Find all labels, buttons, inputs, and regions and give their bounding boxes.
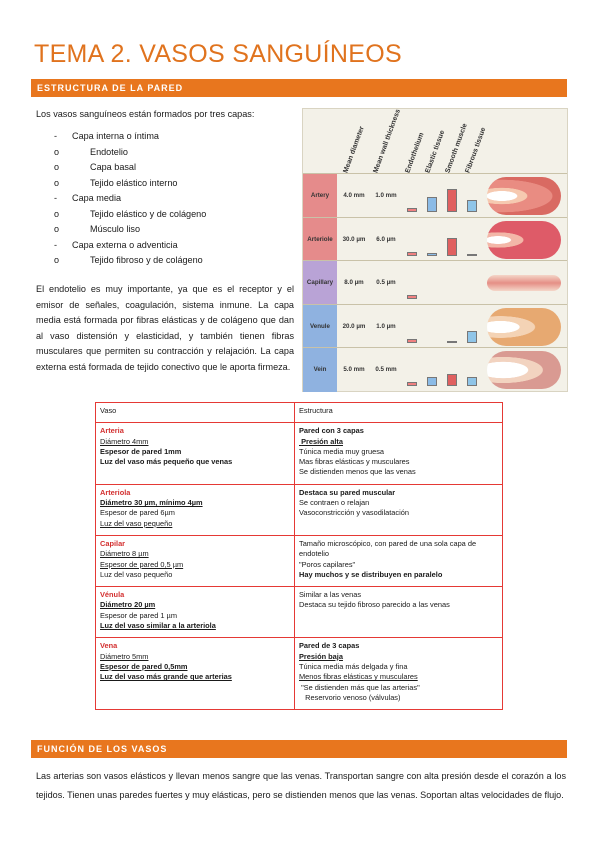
structure-paragraph: El endotelio es muy importante, ya que es el receptor y el emisor de señales, coagulación, sistema inmune. La capa media está formada por fibras elásticas y de colágeno que dan al vaso distensión y elasticidad, y también tienen fibras musculares que permiten su contracción y relajación. La capa externa está formada de tejido conectivo que le aporta firmeza.	[36, 284, 294, 372]
layer-item	[36, 129, 206, 145]
vessel-illustration	[487, 308, 561, 346]
figure-diameter: 4.0 mm	[343, 192, 365, 199]
vessel-property: Espesor de pared 0,5 µm	[100, 559, 184, 569]
figure-diameter: 30.0 µm	[342, 235, 366, 243]
section-heading-estructura: ESTRUCTURA DE LA PARED	[31, 79, 567, 97]
intro-text: Los vasos sanguíneos están formados por tres capas:	[36, 109, 255, 119]
structure-line: Túnica media más delgada y fina	[299, 661, 408, 671]
tissue-bar	[447, 238, 457, 256]
vessel-cell	[96, 484, 295, 535]
structure-cell	[295, 638, 503, 710]
figure-row-name: Venule	[303, 305, 337, 349]
table-row	[96, 484, 503, 535]
vessel-illustration	[487, 177, 561, 215]
tissue-bar	[447, 374, 457, 386]
circle-bullet: o	[54, 162, 60, 172]
dash-bullet: -	[54, 131, 58, 141]
sublayer-label: Tejido elástico interno	[90, 177, 178, 188]
page-title: TEMA 2. VASOS SANGUÍNEOS	[34, 40, 402, 68]
vessel-property: Espesor de pared 0,5mm	[100, 661, 188, 671]
vessel-cell	[96, 423, 295, 484]
vessel-cell	[96, 535, 295, 586]
structure-line: Presión alta	[299, 436, 343, 446]
structure-line: Mas fibras elásticas y musculares	[299, 457, 410, 467]
figure-row-name: Capillary	[303, 261, 337, 305]
figure-row-arteriole	[303, 217, 567, 262]
circle-bullet: o	[54, 224, 60, 234]
sublayer-label: Capa basal	[90, 162, 137, 172]
function-paragraph: Las arterias son vasos elásticos y llevan menos sangre que las venas. Transportan sangre con alta presión desde el corazón a los tejidos. Tienen unas paredes fuertes y muy elásticas, pero se distienden menos que las venas. Soportan altas velocidades de flujo.	[36, 771, 566, 800]
tissue-bar	[427, 197, 437, 212]
table-row	[96, 423, 503, 484]
tissue-bar	[427, 377, 437, 386]
layer-list	[36, 129, 206, 269]
structure-line: Destaca su pared muscular	[299, 487, 396, 497]
structure-line: Pared con 3 capas	[299, 426, 364, 436]
vessel-cell	[96, 638, 295, 710]
structure-line: "Poros capilares"	[299, 559, 356, 569]
vessel-property: Diámetro 8 µm	[100, 549, 149, 559]
vessel-table	[95, 402, 503, 710]
sublayer-item	[36, 207, 206, 223]
vessel-property: Luz del vaso pequeño	[100, 518, 173, 528]
vessel-property: Luz del vaso pequeño	[100, 569, 173, 579]
tissue-bar	[407, 382, 417, 386]
layer-item	[36, 191, 206, 207]
figure-header	[303, 109, 567, 173]
dash-bullet: -	[54, 239, 58, 250]
tissue-bar	[447, 341, 457, 343]
sublayer-item	[36, 253, 206, 269]
structure-line: Vasoconstricción y vasodilatación	[299, 508, 409, 518]
figure-diameter: 5.0 mm	[343, 366, 365, 373]
figure-column-label: Smooth muscle	[444, 122, 469, 174]
figure-column-label: Fibrous tissue	[464, 126, 488, 174]
figure-diameter: 20.0 µm	[342, 322, 366, 330]
vessel-name: Arteria	[100, 426, 124, 436]
vessel-illustration	[487, 351, 561, 389]
structure-line: Menos fibras elásticas y musculares	[299, 672, 418, 682]
structure-line: Presión baja	[299, 651, 343, 661]
tissue-bar	[407, 252, 417, 256]
circle-bullet: o	[54, 208, 60, 219]
vessel-property: Diámetro 20 µm	[100, 600, 156, 610]
figure-column-label: Mean diameter	[342, 125, 366, 174]
vessel-property: Espesor de pared 1 µm	[100, 610, 177, 620]
table-row	[96, 535, 503, 586]
tissue-bar	[467, 254, 477, 256]
vessel-property: Luz del vaso más pequeño que venas	[100, 457, 233, 467]
figure-column-label: Endothelium	[404, 131, 426, 174]
figure-column-label: Elastic tissue	[424, 129, 447, 174]
tissue-bar	[467, 331, 477, 343]
table-row	[96, 587, 503, 638]
structure-line: Hay muchos y se distribuyen en paralelo	[299, 569, 443, 579]
tissue-bar	[467, 377, 477, 386]
sublayer-item	[36, 160, 206, 176]
figure-row-name: Artery	[303, 174, 337, 218]
circle-bullet: o	[54, 146, 60, 157]
table-header-row	[96, 403, 503, 423]
structure-cell	[295, 535, 503, 586]
tissue-bar	[407, 208, 417, 212]
sublayer-label: Tejido fibroso y de colágeno	[90, 255, 203, 265]
vessel-property: Luz del vaso más grande que arterias	[100, 672, 232, 682]
vessel-name: Capilar	[100, 538, 126, 548]
sublayer-label: Tejido elástico y de colágeno	[90, 208, 207, 219]
vessel-property: Diámetro 4mm	[100, 436, 149, 446]
figure-wall: 6.0 µm	[376, 235, 396, 243]
section-heading-funcion: FUNCIÓN DE LOS VASOS	[31, 740, 567, 758]
structure-line: Similar a las venas	[299, 590, 362, 600]
structure-cell	[295, 587, 503, 638]
structure-line: Tamaño microscópico, con pared de una sola capa de endotelio	[299, 538, 479, 559]
figure-row-vein	[303, 347, 567, 392]
dash-bullet: -	[54, 193, 58, 203]
structure-line: Se contraen o relajan	[299, 498, 370, 508]
sublayer-label: Endotelio	[90, 146, 128, 157]
table-header-estructura: Estructura	[295, 403, 503, 423]
structure-line: Se distienden menos que las venas	[299, 467, 416, 477]
vessel-illustration	[487, 221, 561, 259]
vessel-name: Vénula	[100, 590, 125, 600]
sublayer-item	[36, 222, 206, 238]
tissue-bar	[407, 339, 417, 343]
structure-cell	[295, 484, 503, 535]
figure-row-name: Arteriole	[303, 218, 337, 262]
figure-row-venule	[303, 304, 567, 349]
structure-line: "Se distienden más que las arterias"	[299, 682, 420, 692]
vessel-property: Diámetro 5mm	[100, 651, 149, 661]
figure-wall: 1.0 mm	[375, 192, 397, 199]
vessel-comparison-figure	[302, 108, 568, 392]
vessel-property: Espesor de pared 6µm	[100, 508, 175, 518]
vessel-illustration	[487, 275, 561, 291]
layer-label: Capa media	[72, 193, 122, 203]
figure-wall: 1.0 µm	[376, 322, 396, 330]
vessel-name: Vena	[100, 641, 118, 651]
sublayer-item	[36, 176, 206, 192]
tissue-bar	[407, 295, 417, 299]
figure-diameter: 8.0 µm	[344, 279, 364, 286]
layer-label: Capa externa o adventicia	[72, 239, 178, 250]
circle-bullet: o	[54, 177, 60, 188]
figure-row-name: Vein	[303, 348, 337, 392]
tissue-bar	[427, 253, 437, 256]
figure-column-label: Mean wall thickness	[372, 108, 403, 174]
figure-row-capillary	[303, 260, 567, 305]
figure-wall: 0.5 mm	[375, 366, 397, 373]
vessel-property: Luz del vaso similar a la arteriola	[100, 621, 216, 631]
sublayer-item	[36, 145, 206, 161]
sublayer-label: Músculo liso	[90, 224, 141, 234]
layer-item	[36, 238, 206, 254]
vessel-property: Diámetro 30 µm, mínimo 4µm	[100, 498, 203, 508]
structure-line: Reservorio venoso (válvulas)	[299, 692, 401, 702]
structure-line: Pared de 3 capas	[299, 641, 360, 651]
vessel-property: Espesor de pared 1mm	[100, 446, 182, 456]
figure-row-artery	[303, 173, 567, 218]
tissue-bar	[467, 200, 477, 212]
layer-label: Capa interna o íntima	[72, 131, 159, 141]
circle-bullet: o	[54, 255, 60, 265]
figure-wall: 0.5 µm	[376, 279, 396, 286]
structure-line: Destaca su tejido fibroso parecido a las venas	[299, 600, 450, 610]
structure-line: Túnica media muy gruesa	[299, 446, 385, 456]
table-header-vaso: Vaso	[96, 403, 295, 423]
vessel-name: Arteriola	[100, 487, 131, 497]
vessel-cell	[96, 587, 295, 638]
table-row	[96, 638, 503, 710]
tissue-bar	[447, 189, 457, 212]
structure-cell	[295, 423, 503, 484]
